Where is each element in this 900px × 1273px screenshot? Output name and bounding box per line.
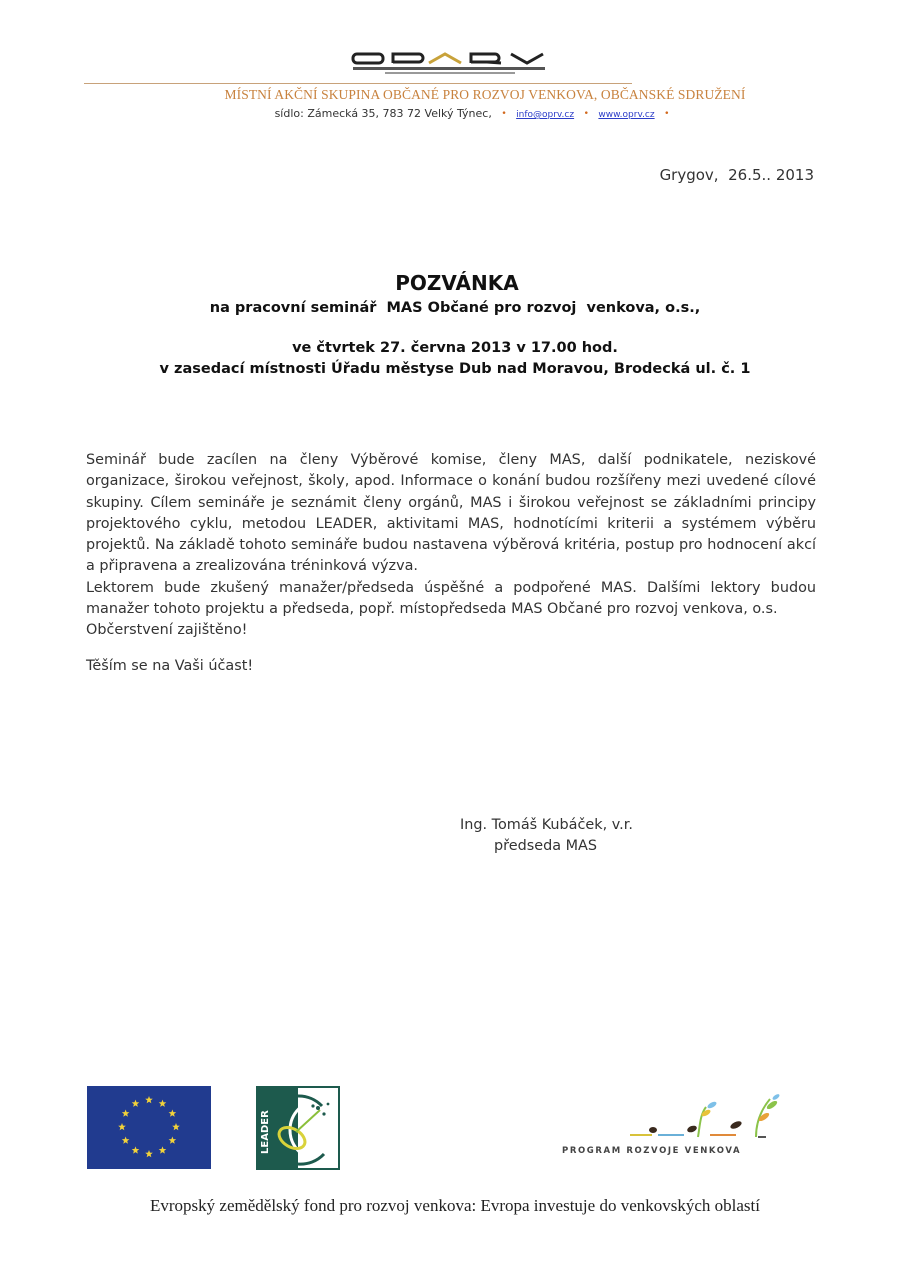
eu-star-icon [132, 1146, 140, 1153]
oprv-logo [345, 50, 555, 78]
document-subtitle: na pracovní seminář MAS Občané pro rozvoj venkova, o.s., [209, 300, 701, 316]
website-link[interactable]: www.oprv.cz [598, 110, 655, 120]
separator-dot: • [664, 109, 670, 119]
separator-dot: • [583, 109, 589, 119]
closing-line: Těším se na Vaši účast! [86, 657, 254, 674]
place-date: Grygov, 26.5.. 2013 [659, 166, 814, 184]
event-location: v zasedací místnosti Úřadu městyse Dub nad Moravou, Brodecká ul. č. 1 [159, 361, 751, 377]
address-text: sídlo: Zámecká 35, 783 72 Velký Týnec, [274, 107, 492, 120]
eu-flag-logo [87, 1086, 211, 1169]
leader-logo-text: LEADER [260, 1110, 271, 1154]
eu-star-icon [118, 1123, 126, 1130]
eu-star-icon [172, 1123, 180, 1130]
signatory-role: předseda MAS [494, 838, 597, 854]
event-date-time: ve čtvrtek 27. června 2013 v 17.00 hod. [292, 340, 618, 356]
eu-star-icon [169, 1137, 177, 1144]
eu-star-icon [132, 1100, 140, 1107]
separator-dot: • [501, 109, 507, 119]
organization-name: MÍSTNÍ AKČNÍ SKUPINA OBČANÉ PRO ROZVOJ VENKOVA, OBČANSKÉ SDRUŽENÍ [224, 87, 746, 102]
signature-block [460, 815, 633, 857]
leader-logo [256, 1086, 340, 1170]
eu-star-icon [145, 1096, 153, 1103]
footer-eafrd-slogan: Evropský zemědělský fond pro rozvoj venkova: Evropa investuje do venkovských oblastí [150, 1196, 760, 1215]
email-link[interactable]: info@oprv.cz [516, 110, 575, 120]
eu-star-icon [159, 1100, 167, 1107]
paragraph-lecturers: Lektorem bude zkušený manažer/předseda úspěšné a podpořené MAS. Dalšími lektory budou manažer tohoto projektu a předseda, popř. místopředseda MAS Občané pro rozvoj venkova, o.s. [86, 579, 816, 618]
prv-logo-text: PROGRAM ROZVOJE VENKOVA [562, 1146, 742, 1156]
header-rule [84, 83, 632, 84]
eu-star-icon [169, 1110, 177, 1117]
eu-star-icon [122, 1110, 130, 1117]
eu-star-icon [122, 1137, 130, 1144]
paragraph-seminar-description: Seminář bude zacílen na členy Výběrové komise, členy MAS, další podnikatele, neziskové organizace, širokou veřejnost, školy, apod. Informace o konání budou rozšířeny mezi uvedené cílové skupiny. Cílem semináře je seznámit členy orgánů, MAS i širokou veřejnost se základními principy projektového cyklu, metodou LEADER, aktivitami MAS, hodnotícími kriterii a systémem výběru projektů. Na základě tohoto semináře budou nastavena výběrová kritéria, postup pro hodnocení akcí a připravena a zrealizována tréninková výzva. [86, 452, 816, 575]
address-line [0, 107, 900, 120]
eu-star-icon [159, 1146, 167, 1153]
signatory-name: Ing. Tomáš Kubáček, v.r. [460, 817, 633, 833]
eu-star-icon [145, 1150, 153, 1157]
body-text [86, 450, 816, 677]
refreshment-note: Občerstvení zajištěno! [86, 622, 248, 639]
document-title: POZVÁNKA [395, 271, 519, 295]
